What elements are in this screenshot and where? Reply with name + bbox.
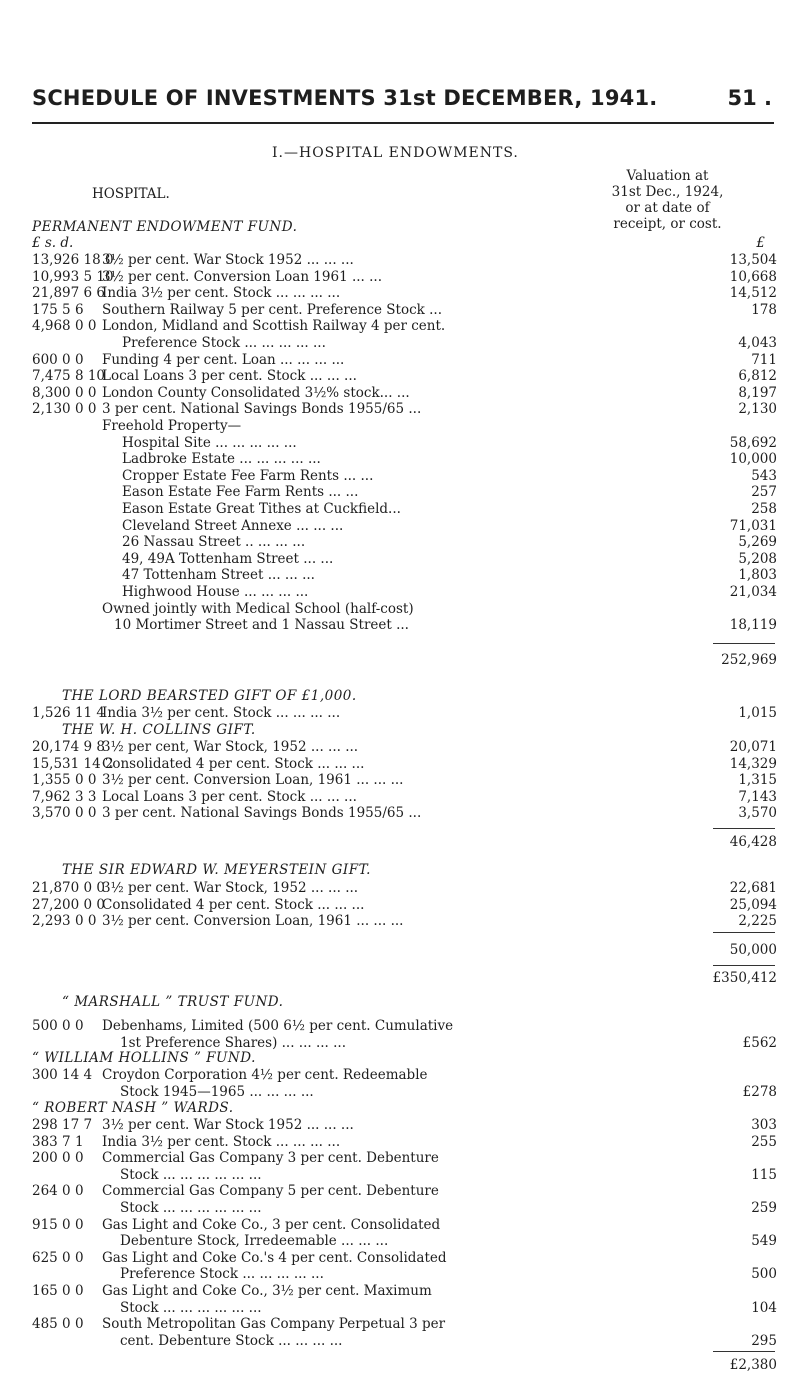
investment-description: Eason Estate Great Tithes at Cuckfield... — [122, 501, 401, 517]
investment-description: Debenhams, Limited (500 6½ per cent. Cumulative — [102, 1018, 454, 1034]
valuation-amount: 8,197 — [738, 384, 777, 401]
nominal-amount: 264 0 0 — [32, 1183, 84, 1200]
investment-description: 3½ per cent. Conversion Loan, 1961 ... ... ... — [102, 772, 404, 789]
nominal-amount: 485 0 0 — [32, 1316, 84, 1333]
section-total: 50,000 — [729, 942, 777, 958]
investment-description: 47 Tottenham Street ... ... ... — [122, 567, 315, 584]
valuation-amount: 259 — [751, 1200, 777, 1216]
total-rule — [713, 932, 775, 933]
nominal-amount: 165 0 0 — [32, 1283, 84, 1299]
nominal-amount: 1,526 11 4 — [32, 705, 105, 721]
valuation-amount: 18,119 — [729, 617, 777, 634]
valuation-amount: 178 — [751, 301, 777, 318]
grand-total: £350,412 — [712, 970, 777, 986]
valuation-amount: 1,315 — [738, 772, 777, 789]
investment-description: India 3½ per cent. Stock ... ... ... ... — [102, 1133, 341, 1150]
valuation-amount: 21,034 — [729, 584, 777, 600]
section-total: 252,969 — [721, 652, 777, 668]
valuation-amount: 20,071 — [729, 739, 777, 755]
valuation-amount: 303 — [751, 1117, 777, 1133]
section-title: PERMANENT ENDOWMENT FUND. — [32, 219, 298, 235]
nominal-amount: 1,355 0 0 — [32, 772, 97, 789]
investment-description: 1st Preference Shares) ... ... ... ... — [120, 1034, 347, 1051]
valuation-amount: 549 — [751, 1233, 777, 1250]
investment-description: Hospital Site ... ... ... ... ... — [122, 434, 297, 451]
page-header — [32, 86, 772, 116]
section-title: “ WILLIAM HOLLINS ” FUND. — [32, 1050, 256, 1066]
total-rule — [713, 1351, 775, 1352]
valuation-amount: 4,043 — [738, 335, 777, 351]
nominal-amount: 21,870 0 0 — [32, 880, 105, 896]
page-title: SCHEDULE OF INVESTMENTS 31st DECEMBER, 1941. — [32, 86, 658, 110]
nominal-amount: 27,200 0 0 — [32, 896, 105, 913]
total-rule — [713, 965, 775, 966]
valuation-amount: 115 — [751, 1166, 777, 1183]
total-rule — [713, 643, 775, 644]
valuation-amount: 71,031 — [729, 517, 777, 534]
investment-description: Eason Estate Fee Farm Rents ... ... — [122, 484, 359, 501]
investment-description: Stock 1945—1965 ... ... ... ... — [120, 1083, 314, 1100]
nominal-amount: 3,570 0 0 — [32, 805, 97, 822]
nominal-amount: 7,962 3 3 — [32, 788, 97, 805]
nominal-amount: 200 0 0 — [32, 1150, 84, 1167]
investment-description: India 3½ per cent. Stock ... ... ... ... — [102, 285, 341, 302]
nominal-amount: 625 0 0 — [32, 1249, 84, 1266]
investment-description: 10 Mortimer Street and 1 Nassau Street ... — [114, 617, 409, 634]
valuation-amount: 3,570 — [738, 805, 777, 822]
investment-description: Commercial Gas Company 3 per cent. Debenture — [102, 1150, 439, 1167]
investment-description: 3½ per cent. Conversion Loan, 1961 ... ... ... — [102, 913, 404, 930]
investment-description: Highwood House ... ... ... ... — [122, 584, 309, 600]
investment-description: cent. Debenture Stock ... ... ... ... — [120, 1332, 343, 1349]
nominal-amount: 300 14 4 — [32, 1067, 93, 1083]
investment-description: Local Loans 3 per cent. Stock ... ... ... — [102, 368, 357, 385]
investment-description: Cropper Estate Fee Farm Rents ... ... — [122, 467, 374, 484]
valuation-amount: £278 — [742, 1083, 777, 1100]
currency-units-right: £ — [756, 235, 765, 251]
investment-description: Debenture Stock, Irredeemable ... ... ... — [120, 1233, 389, 1250]
investment-description: Preference Stock ... ... ... ... ... — [122, 335, 326, 351]
section-total: £2,380 — [729, 1357, 777, 1373]
investment-description: 3½ per cent. War Stock 1952 ... ... ... — [102, 1117, 354, 1133]
valuation-amount: 13,504 — [729, 252, 777, 268]
section-title: THE SIR EDWARD W. MEYERSTEIN GIFT. — [62, 862, 371, 878]
section-total: 46,428 — [729, 834, 777, 850]
investment-description: Ladbroke Estate ... ... ... ... ... — [122, 451, 321, 468]
valuation-amount: 58,692 — [729, 434, 777, 451]
nominal-amount: 7,475 8 10 — [32, 368, 105, 385]
nominal-amount: 21,897 6 6 — [32, 285, 105, 302]
valuation-amount: 14,329 — [729, 755, 777, 772]
nominal-amount: 15,531 14 2 — [32, 755, 114, 772]
valuation-amount: 7,143 — [738, 788, 777, 805]
nominal-amount: 8,300 0 0 — [32, 384, 97, 401]
valuation-amount: 543 — [751, 467, 777, 484]
valuation-amount: £562 — [742, 1034, 777, 1051]
section-title: THE W. H. COLLINS GIFT. — [62, 722, 256, 738]
total-rule — [713, 828, 775, 829]
investment-description: Gas Light and Coke Co., 3½ per cent. Maximum — [102, 1283, 432, 1299]
valuation-amount: 711 — [751, 351, 777, 368]
investment-description: Owned jointly with Medical School (half-cost) — [102, 600, 414, 617]
investment-description: Consolidated 4 per cent. Stock ... ... ... — [102, 896, 365, 913]
investment-description: Local Loans 3 per cent. Stock ... ... ... — [102, 788, 357, 805]
valuation-amount: 1,015 — [738, 705, 777, 721]
investment-description: Consolidated 4 per cent. Stock ... ... ... — [102, 755, 365, 772]
investment-description: Gas Light and Coke Co., 3 per cent. Consolidated — [102, 1216, 441, 1233]
investment-description: Croydon Corporation 4½ per cent. Redeemable — [102, 1067, 428, 1083]
nominal-amount: 20,174 9 8 — [32, 739, 105, 755]
investment-description: 49, 49A Tottenham Street ... ... — [122, 550, 334, 567]
section-heading: I.—HOSPITAL ENDOWMENTS. — [272, 145, 519, 161]
valuation-amount: 2,130 — [738, 401, 777, 418]
section-title: “ ROBERT NASH ” WARDS. — [32, 1100, 234, 1116]
currency-units-left: £ s. d. — [32, 235, 74, 251]
valuation-amount: 257 — [751, 484, 777, 501]
nominal-amount: 600 0 0 — [32, 351, 84, 368]
investment-description: London County Consolidated 3½% stock... ... — [102, 384, 410, 401]
investment-description: 3½ per cent. War Stock, 1952 ... ... ... — [102, 880, 359, 896]
investment-description: Stock ... ... ... ... ... ... — [120, 1166, 262, 1183]
nominal-amount: 10,993 5 10 — [32, 268, 114, 285]
valuation-amount: 2,225 — [738, 913, 777, 930]
investment-description: Cleveland Street Annexe ... ... ... — [122, 517, 344, 534]
investment-description: South Metropolitan Gas Company Perpetual 3 per — [102, 1316, 446, 1333]
valuation-amount: 258 — [751, 501, 777, 517]
page-number: 51 . — [727, 86, 772, 110]
column-heading-valuation: Valuation at 31st Dec., 1924, or at date of receipt, or cost. — [611, 168, 724, 232]
investment-description: Gas Light and Coke Co.'s 4 per cent. Consolidated — [102, 1249, 447, 1266]
investment-description: Southern Railway 5 per cent. Preference Stock ... — [102, 301, 443, 318]
investment-description: 3½ per cent. Conversion Loan 1961 ... ... — [102, 268, 382, 285]
section-title: THE LORD BEARSTED GIFT OF £1,000. — [62, 688, 357, 704]
investment-description: 3½ per cent, War Stock, 1952 ... ... ... — [102, 739, 359, 755]
valuation-amount: 500 — [751, 1266, 777, 1283]
investment-description: London, Midland and Scottish Railway 4 per cent. — [102, 318, 446, 335]
valuation-amount: 25,094 — [729, 896, 777, 913]
investment-description: 3 per cent. National Savings Bonds 1955/65 ... — [102, 805, 422, 822]
nominal-amount: 13,926 18 0 — [32, 252, 114, 268]
valuation-amount: 104 — [751, 1299, 777, 1316]
header-rule — [32, 122, 774, 124]
valuation-amount: 5,269 — [738, 534, 777, 551]
valuation-amount: 295 — [751, 1332, 777, 1349]
valuation-amount: 6,812 — [738, 368, 777, 385]
nominal-amount: 298 17 7 — [32, 1117, 93, 1133]
investment-description: Freehold Property— — [102, 418, 242, 434]
valuation-amount: 255 — [751, 1133, 777, 1150]
nominal-amount: 2,130 0 0 — [32, 401, 97, 418]
valuation-amount: 22,681 — [729, 880, 777, 896]
investment-description: 3 per cent. National Savings Bonds 1955/65 ... — [102, 401, 422, 418]
section-title: “ MARSHALL ” TRUST FUND. — [62, 994, 284, 1010]
valuation-amount: 10,668 — [729, 268, 777, 285]
investment-description: 26 Nassau Street .. ... ... ... — [122, 534, 306, 551]
investment-description: Funding 4 per cent. Loan ... ... ... ... — [102, 351, 345, 368]
valuation-amount: 10,000 — [729, 451, 777, 468]
nominal-amount: 175 5 6 — [32, 301, 84, 318]
investment-description: Commercial Gas Company 5 per cent. Debenture — [102, 1183, 439, 1200]
column-heading-hospital: HOSPITAL. — [92, 186, 170, 202]
nominal-amount: 383 7 1 — [32, 1133, 84, 1150]
investment-description: Preference Stock ... ... ... ... ... — [120, 1266, 324, 1283]
nominal-amount: 500 0 0 — [32, 1018, 84, 1034]
valuation-amount: 1,803 — [738, 567, 777, 584]
investment-description: India 3½ per cent. Stock ... ... ... ... — [102, 705, 341, 721]
valuation-amount: 5,208 — [738, 550, 777, 567]
investment-description: Stock ... ... ... ... ... ... — [120, 1200, 262, 1216]
valuation-amount: 14,512 — [729, 285, 777, 302]
investment-description: Stock ... ... ... ... ... ... — [120, 1299, 262, 1316]
nominal-amount: 4,968 0 0 — [32, 318, 97, 335]
nominal-amount: 915 0 0 — [32, 1216, 84, 1233]
investment-description: 3½ per cent. War Stock 1952 ... ... ... — [102, 252, 354, 268]
nominal-amount: 2,293 0 0 — [32, 913, 97, 930]
